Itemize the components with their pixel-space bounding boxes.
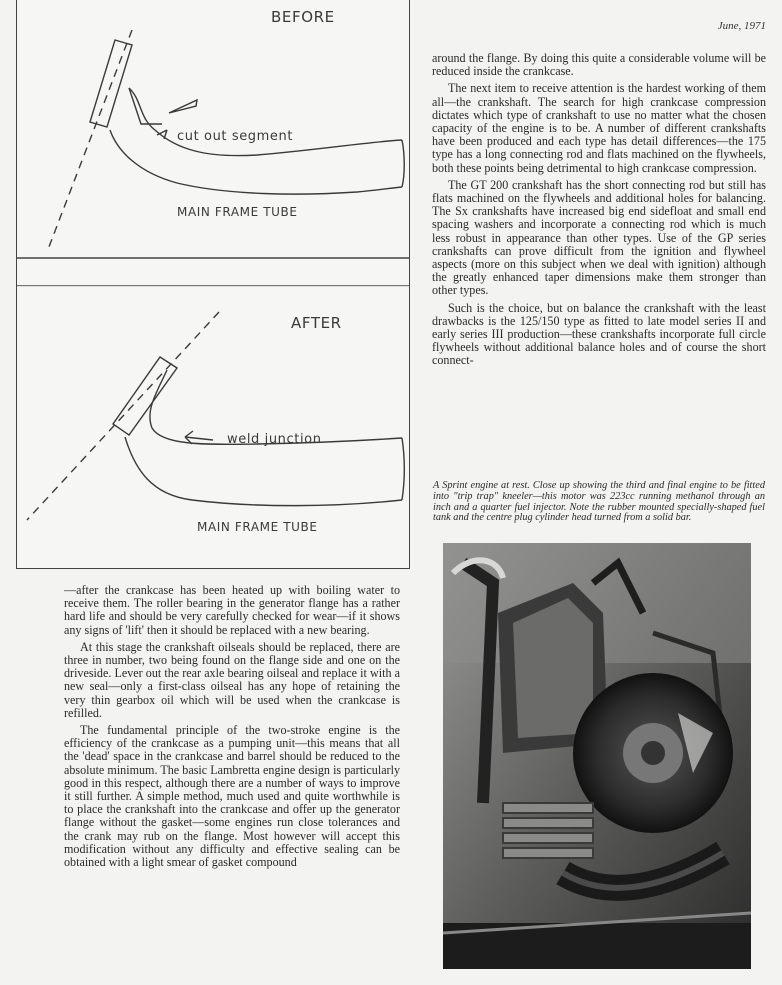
photo-caption: A Sprint engine at rest. Close up showing the third and final engine to be fitted into "trip trap" kneeler—this motor was 223cc running methanol through an inch and a quarter fuel injector. Note the rubber mounted specially-shaped fuel tank and the centre plug cylinder head turned from a solid bar. [433,480,765,524]
before-tube-label: MAIN FRAME TUBE [177,205,298,219]
right-text-column [432,52,766,372]
after-title: AFTER [291,314,342,332]
paragraph: Such is the choice, but on balance the crankshaft with the least drawbacks is the 125/150 type as fitted to late model series II and early series III production—these crankshafts incorporate full circle flywheels without additional balance holes and of course the short connect- [432,300,766,368]
frame-diagram [16,0,410,569]
paragraph: The GT 200 crankshaft has the short connecting rod but still has flats machined on the flywheels and additional holes for balancing. The Sx crankshafts have increased big end sidefloat and small end spacing washers and incorporate a connecting rod which is much less robust in appearance than other types. Use of the GP series crankshafts can prove difficult from the ignition and flywheel aspects (more on this subject when we deal with ignition) although the greatly enhanced taper dimensions make them stronger than other types. [432,177,766,298]
paragraph: The next item to receive attention is the hardest working of them all—the crankshaft. The search for high crankcase compression dictates which type of crankshaft to use no matter what the chosen capacity of the engine is to be. A number of different crankshafts have been produced and each type has detail differences—the 175 type has a long connecting rod and flats machined on the flywheels, both these points being detrimental to high crankcase compression. [432,81,766,175]
after-tube-label: MAIN FRAME TUBE [197,520,318,534]
page-date: June, 1971 [717,20,766,32]
after-tube-drawing [27,312,404,520]
paragraph: At this stage the crankshaft oilseals should be replaced, there are three in number, two being found on the flange side and one on the driveside. Lever out the rear axle bearing oilseal and replace it with a new seal—only a first-class oilseal has any hope of retaining the very thin gearbox oil which will be used when the crankcase is refilled. [64,639,400,720]
paragraph: —after the crankcase has been heated up with boiling water to receive them. The roller bearing in the generator flange has a rather hard life and should be very carefully checked for wear—if it shows any signs of 'lift' then it should be replaced with a new bearing. [64,583,400,637]
before-title: BEFORE [271,8,335,26]
weld-junction-label: weld junction [227,432,322,447]
paragraph: The fundamental principle of the two-stroke engine is the efficiency of the crankcase as a pumping unit—this means that all the 'dead' space in the crankcase and barrel should be reduced to the absolute minimum. The basic Lambretta engine design is particularly good in this respect, although there are a number of ways to improve it still further. A simple method, much used and quite worthwhile is to place the crankshaft into the crankcase and offer up the generator flange without the gasket—some engines run close tolerances and the crank may rub on the flange. Most however will accept this modification without any difficulty and effective sealing can be obtained with a light smear of gasket compound [64,723,400,870]
paragraph: around the flange. By doing this quite a considerable volume will be reduced inside the crankcase. [432,51,766,79]
engine-photo-drawing [443,543,751,969]
cut-out-label: cut out segment [177,129,294,144]
left-text-column [64,584,400,873]
engine-photo [443,543,751,969]
frame-diagram-drawing [17,0,409,568]
